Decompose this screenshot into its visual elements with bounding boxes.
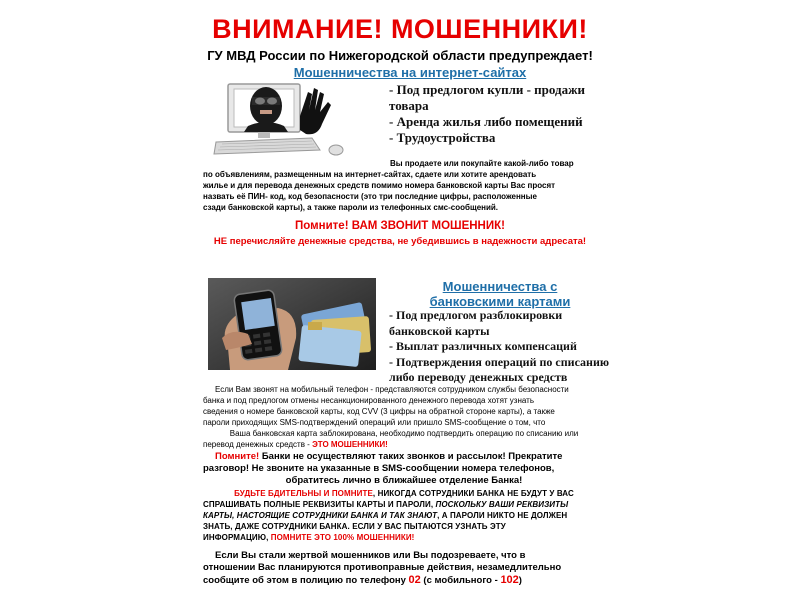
caps-text: , А ПАРОЛИ НИКТО НЕ ДОЛЖЕН: [437, 511, 568, 520]
paragraph-line: назвать её ПИН- код, код безопасности (это три последние цифры, расположенные: [203, 192, 537, 201]
bullet-unblock: - Под предлогом разблокировки: [389, 308, 563, 322]
final-line: отношении Вас планируются противоправные действия, незамедлительно: [203, 562, 562, 573]
hundred-percent-scam: ПОМНИТЕ ЭТО 100% МОШЕННИКИ!: [270, 533, 415, 542]
thief-computer-illustration: [208, 80, 358, 160]
page-subtitle: ГУ МВД России по Нижегородской области предупреждает!: [207, 48, 593, 63]
report-police-block: [203, 550, 605, 587]
final-text: ): [518, 575, 522, 586]
paragraph-line: банка и под предлогом отмены несанкционированного денежного перевода хотят узнать: [203, 396, 534, 405]
final-line: [203, 574, 605, 587]
remember-line: обратитесь лично в ближайшее отделение Банка!: [285, 475, 523, 486]
bullet-job: - Трудоустройства: [389, 130, 496, 145]
be-vigilant: БУДЬТЕ БДИТЕЛЬНЫ И ПОМНИТЕ: [234, 489, 373, 498]
remember-banks-block: [203, 451, 605, 487]
phone-number-102: 102: [500, 574, 519, 586]
paragraph-line: Ваша банковская карта заблокирована, необходимо подтвердить операцию по списанию или: [229, 429, 579, 438]
final-line: Если Вы стали жертвой мошенников или Вы подозреваете, что в: [215, 550, 526, 561]
section1-heading: Мошенничества на интернет-сайтах: [293, 65, 527, 80]
bullet-confirm: - Подтверждения операций по списанию: [389, 354, 610, 369]
section1-bullets: [389, 82, 619, 146]
caps-text: ИНФОРМАЦИЮ,: [203, 533, 271, 542]
paragraph-line: Если Вам звонят на мобильный телефон - представляются сотрудником службы безопасности: [215, 385, 569, 394]
paragraph-line: сведения о номере банковской карты, код CVV (3 цифры на обратной стороне карты), а также: [203, 407, 555, 416]
section2-heading-line1: Мошенничества с: [442, 279, 558, 294]
section1-paragraph-first: Вы продаете или покупайте какой-либо товар: [390, 159, 574, 168]
paragraph-line: сзади банковской карты), а также пароли из телефонных смс-сообщений.: [203, 203, 499, 212]
paragraph-line: [203, 439, 605, 450]
caps-line: [203, 532, 605, 543]
paragraph-line: пароли приходящих SMS-подтверждений операций или пришло SMS-сообщение о том, что: [203, 418, 546, 427]
bullet-confirm-cont: либо переводу денежных средств: [389, 370, 568, 384]
remember-line: [203, 451, 605, 463]
remember-label: Помните!: [215, 451, 260, 462]
bullet-sale-cont: товара: [389, 98, 429, 113]
bank-call-paragraph: [203, 384, 605, 450]
bank-never-asks-block: [203, 488, 605, 543]
remember-text: Банки не осуществляют таких звонков и рассылок! Прекратите: [259, 451, 563, 462]
section1-paragraph: [203, 169, 605, 213]
remember-scammer: Помните! ВАМ ЗВОНИТ МОШЕННИК!: [295, 220, 505, 232]
caps-line: [203, 499, 605, 510]
section2-heading: [400, 279, 600, 309]
bullet-unblock-cont: банковской карты: [389, 323, 490, 338]
final-text: (с мобильного -: [420, 575, 501, 586]
final-text: сообщите об этом в полицию по телефону: [203, 575, 409, 586]
caps-line: ЗНАТЬ, ДАЖЕ СОТРУДНИКИ БАНКА. ЕСЛИ У ВАС ПЫТАЮТСЯ УЗНАТЬ ЭТУ: [203, 522, 506, 531]
caps-italic: КАРТЫ, НАСТОЯЩИЕ СОТРУДНИКИ БАНКА И ТАК ЗНАЮТ: [203, 511, 438, 520]
caps-line: [203, 488, 605, 499]
section2-heading-line2: банковскими картами: [429, 294, 571, 309]
caps-italic: ПОСКОЛЬКУ ВАШИ РЕКВИЗИТЫ: [435, 500, 569, 509]
remember-line: разговор! Не звоните на указанные в SMS-сообщении номера телефонов,: [203, 463, 555, 474]
page-title: ВНИМАНИЕ! МОШЕННИКИ!: [212, 14, 588, 44]
bullet-sale: - Под предлогом купли - продажи: [389, 82, 586, 97]
phone-number-02: 02: [408, 574, 421, 586]
section2-bullets: [389, 308, 619, 386]
bullet-rent: - Аренда жилья либо помещений: [389, 114, 583, 129]
paragraph-last-text: перевод денежных средств -: [203, 440, 313, 449]
phone-cards-photo: [208, 278, 376, 370]
caps-line: [203, 510, 605, 521]
paragraph-line: по объявлениям, размещенным на интернет-сайтах, сдаете или хотите арендовать: [203, 170, 537, 179]
bullet-compensation: - Выплат различных компенсаций: [389, 339, 577, 353]
warning-transfer: НЕ перечисляйте денежные средства, не убедившись в надежности адресата!: [213, 236, 587, 247]
scammers-alert: ЭТО МОШЕННИКИ!: [312, 440, 388, 449]
paragraph-line: жилье и для перевода денежных средств помимо номера банковской карты Вас просят: [203, 181, 556, 190]
caps-text: СПРАШИВАТЬ ПОЛНЫЕ РЕКВИЗИТЫ КАРТЫ И ПАРОЛИ,: [203, 500, 436, 509]
caps-text: , НИКОГДА СОТРУДНИКИ БАНКА НЕ БУДУТ У ВАС: [372, 489, 574, 498]
